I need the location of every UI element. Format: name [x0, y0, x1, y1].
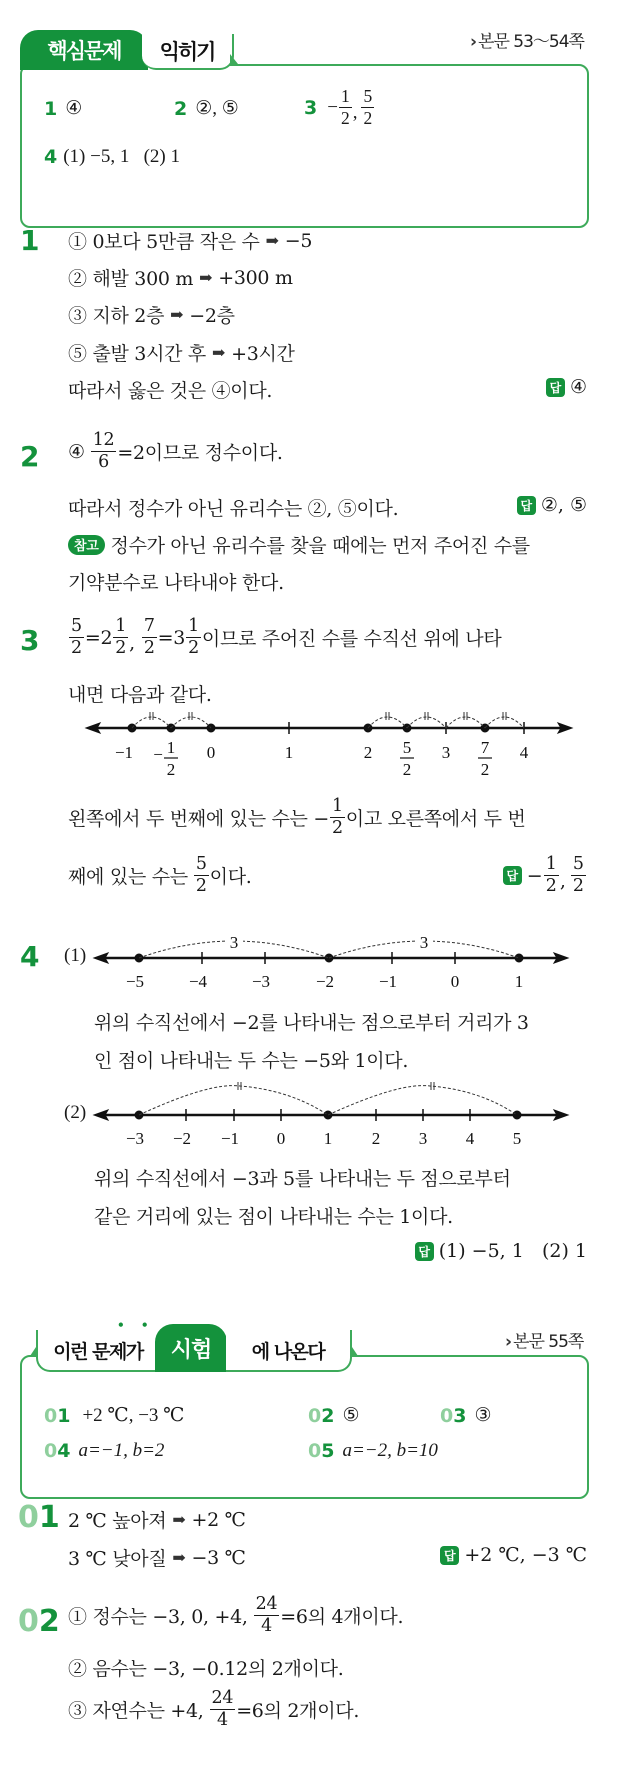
tab-exam: 시험 — [155, 1324, 227, 1372]
svg-text:−1: −1 — [114, 743, 134, 762]
fraction: $\frac{1}{2}$ — [545, 854, 557, 897]
right-arrow-icon: ➡ — [172, 1510, 186, 1529]
answer-q3: 답 − $\frac{1}{2}$ , $\frac{5}{2}$ — [503, 856, 587, 896]
fraction: $\frac{24}{4}$ — [211, 1688, 234, 1731]
tab-corner-triangle — [350, 1344, 358, 1356]
svg-text:0: 0 — [276, 1129, 286, 1148]
tab-practice: 익히기 — [142, 34, 234, 70]
question-number-4: 4 — [20, 940, 40, 973]
solution-conclusion: 따라서 옳은 것은 ④이다. — [68, 380, 273, 402]
solution-line: ② 해발 300 m ➡ +300 m — [68, 266, 293, 290]
answer-value: ⑤ — [342, 1405, 360, 1426]
part-label-1: (1) — [64, 945, 87, 966]
question-number-01: 01 — [18, 1500, 60, 1535]
page-reference-text: 본문 55쪽 — [513, 1332, 584, 1352]
number-line-q3 — [0, 700, 631, 790]
solution-line: ① 0보다 5만큼 작은 수 ➡ −5 — [68, 229, 313, 253]
solution-line: ④ $\frac{12}{6}$ =2이므로 정수이다. — [68, 430, 283, 473]
answer-badge-icon: 답 — [415, 1242, 434, 1261]
answer-value: +2 ℃, −3 ℃ — [82, 1405, 185, 1426]
svg-text:2: 2 — [402, 760, 412, 779]
solution-line: 인 점이 나타내는 두 수는 −5와 1이다. — [94, 1050, 409, 1072]
fraction: $\frac{24}{4}$ — [255, 1594, 278, 1637]
svg-text:2: 2 — [363, 743, 373, 762]
question-number-1: 1 — [20, 224, 40, 257]
summary-answer-04: 0 4 a=−1, b=2 — [44, 1440, 165, 1462]
number-line-q4-part2 — [0, 1080, 631, 1150]
right-arrow-icon: ➡ — [170, 305, 184, 324]
tab-core-problems: 핵심문제 — [20, 30, 148, 70]
svg-text:4: 4 — [465, 1129, 475, 1148]
svg-text:−3: −3 — [251, 972, 271, 991]
emphasis-dots: • • — [117, 1318, 155, 1332]
solution-line: 3 ℃ 낮아질 ➡ −3 ℃ — [68, 1546, 246, 1570]
fraction: $\frac{7}{2}$ — [143, 616, 155, 659]
svg-text:3: 3 — [418, 1129, 428, 1148]
note-badge-icon: 참고 — [68, 535, 105, 555]
right-arrow-icon: ➡ — [265, 231, 279, 250]
solution-line: ⑤ 출발 3시간 후 ➡ +3시간 — [68, 343, 295, 365]
summary-answer-1 — [44, 97, 82, 120]
summary-answer-01: 0 1 +2 ℃, −3 ℃ — [44, 1404, 185, 1427]
svg-text:−4: −4 — [188, 972, 208, 991]
note-line: 기약분수로 나타내야 한다. — [68, 572, 284, 594]
svg-text:3: 3 — [419, 933, 429, 952]
svg-text:5: 5 — [512, 1129, 522, 1148]
svg-text:−5: −5 — [125, 972, 145, 991]
summary-answer-2 — [174, 97, 239, 120]
summary-answer-3 — [304, 88, 375, 128]
solution-line: ③ 지하 2층 ➡ −2층 — [68, 305, 235, 327]
svg-text:2: 2 — [480, 760, 490, 779]
answer-q1: 답 ④ — [546, 376, 587, 398]
right-arrow-icon: ➡ — [172, 1548, 186, 1567]
answer-badge-icon: 답 — [517, 496, 536, 515]
answer-q2: 답 ②, ⑤ — [517, 494, 587, 516]
fraction: $\frac{5}{2}$ — [363, 86, 373, 129]
solution-line: 위의 수직선에서 −3과 5를 나타내는 두 점으로부터 — [94, 1168, 511, 1190]
summary-box-exam-problems — [20, 1355, 589, 1499]
svg-text:0: 0 — [206, 743, 216, 762]
fraction: $\frac{1}{2}$ — [331, 796, 343, 839]
part-label-2: (2) — [64, 1102, 87, 1123]
question-number: 4 — [44, 146, 58, 168]
question-number-3: 3 — [20, 624, 40, 657]
svg-text:1: 1 — [514, 972, 524, 991]
svg-text:5: 5 — [402, 738, 412, 757]
fraction: $\frac{12}{6}$ — [92, 430, 115, 473]
summary-answer-02: 0 2 ⑤ — [308, 1404, 360, 1427]
answer-value: a=−1, b=2 — [78, 1440, 165, 1461]
fraction: $\frac{1}{2}$ — [188, 616, 199, 659]
fraction: $\frac{5}{2}$ — [195, 854, 207, 897]
answer-badge-icon: 답 — [440, 1546, 459, 1565]
answer-q01: 답 +2 ℃, −3 ℃ — [440, 1544, 587, 1566]
fraction: $\frac{5}{2}$ — [71, 616, 82, 659]
note-line: 참고 정수가 아닌 유리수를 찾을 때에는 먼저 주어진 수를 — [68, 531, 530, 558]
answer-value: ④ — [65, 98, 83, 119]
chevron-right-icon: › — [470, 32, 477, 52]
svg-text:−1: −1 — [220, 1129, 240, 1148]
solution-line: ③ 자연수는 +4, $\frac{24}{4}$ =6의 2개이다. — [68, 1688, 360, 1731]
tab-label-left: 이런 문제가 — [36, 1330, 158, 1372]
answer-badge-icon: 답 — [546, 378, 565, 397]
answer-value: a=−2, b=10 — [342, 1440, 438, 1461]
fraction: $\frac{1}{2}$ — [115, 616, 127, 659]
solution-line: $\frac{5}{2}$ =2 $\frac{1}{2}$ , $\frac{7}{2}$ =3 $\frac{1}{2}$ 이므로 주어진 수를 수직선 위에 나타 — [71, 616, 502, 659]
solution-line: 같은 거리에 있는 점이 나타내는 수는 1이다. — [94, 1206, 453, 1228]
svg-text:1: 1 — [284, 743, 294, 762]
tab-corner-triangle — [30, 1344, 38, 1356]
page-reference-1 — [470, 27, 584, 52]
solution-line: ② 음수는 −3, −0.12의 2개이다. — [68, 1658, 344, 1680]
answer-value: ③ — [474, 1405, 492, 1426]
question-number: 2 — [174, 97, 188, 120]
tab-corner-triangle — [230, 54, 238, 64]
svg-text:2: 2 — [371, 1129, 381, 1148]
svg-text:−3: −3 — [125, 1129, 145, 1148]
svg-text:1: 1 — [323, 1129, 333, 1148]
answer-value: ②, ⑤ — [195, 98, 239, 119]
svg-text:3: 3 — [441, 743, 451, 762]
number-line-q4-part1 — [0, 930, 631, 1000]
svg-text:7: 7 — [480, 738, 490, 757]
svg-text:−1: −1 — [378, 972, 398, 991]
svg-text:0: 0 — [450, 972, 460, 991]
comma: , — [352, 101, 358, 123]
question-number-02: 02 — [18, 1604, 60, 1639]
solution-line: 위의 수직선에서 −2를 나타내는 점으로부터 거리가 3 — [94, 1012, 529, 1034]
summary-answer-03: 0 3 ③ — [440, 1404, 492, 1427]
solution-line: 째에 있는 수는 $\frac{5}{2}$ 이다. — [68, 854, 252, 897]
question-number: 1 — [44, 97, 58, 120]
question-number-2: 2 — [20, 440, 40, 473]
solution-line: ① 정수는 −3, 0, +4, $\frac{24}{4}$ =6의 4개이다. — [68, 1594, 404, 1637]
svg-text:4: 4 — [519, 743, 529, 762]
svg-text:1: 1 — [166, 738, 176, 757]
summary-answer-05: 0 5 a=−2, b=10 — [308, 1440, 438, 1462]
svg-text:2: 2 — [166, 760, 176, 779]
fraction: $\frac{5}{2}$ — [572, 854, 584, 897]
answer-value: (1) −5, 1 (2) 1 — [63, 146, 181, 167]
right-arrow-icon: ➡ — [199, 268, 213, 287]
answer-q4: 답 (1) −5, 1 (2) 1 — [415, 1240, 587, 1262]
svg-text:−: − — [153, 745, 163, 764]
solution-line: 2 ℃ 높아져 ➡ +2 ℃ — [68, 1508, 246, 1532]
question-number: 3 — [304, 96, 318, 119]
fraction: $\frac{1}{2}$ — [340, 86, 350, 129]
minus-sign: − — [327, 96, 338, 118]
page-reference-text: 본문 53～54쪽 — [478, 32, 584, 52]
solution-line: 왼쪽에서 두 번째에 있는 수는 − $\frac{1}{2}$ 이고 오른쪽에서 두 번 — [68, 796, 526, 839]
right-arrow-icon: ➡ — [211, 343, 226, 362]
solution-line: 따라서 정수가 아닌 유리수는 ②, ⑤이다. — [68, 498, 399, 520]
svg-text:−2: −2 — [315, 972, 335, 991]
summary-answer-4 — [44, 146, 180, 168]
solution-line: 내면 다음과 같다. — [68, 684, 212, 706]
page-reference-2 — [505, 1327, 583, 1352]
svg-text:3: 3 — [229, 933, 239, 952]
answer-badge-icon: 답 — [503, 866, 522, 885]
chevron-right-icon: › — [505, 1332, 512, 1352]
tab-label-right: 에 나온다 — [226, 1330, 352, 1372]
svg-text:−2: −2 — [172, 1129, 192, 1148]
